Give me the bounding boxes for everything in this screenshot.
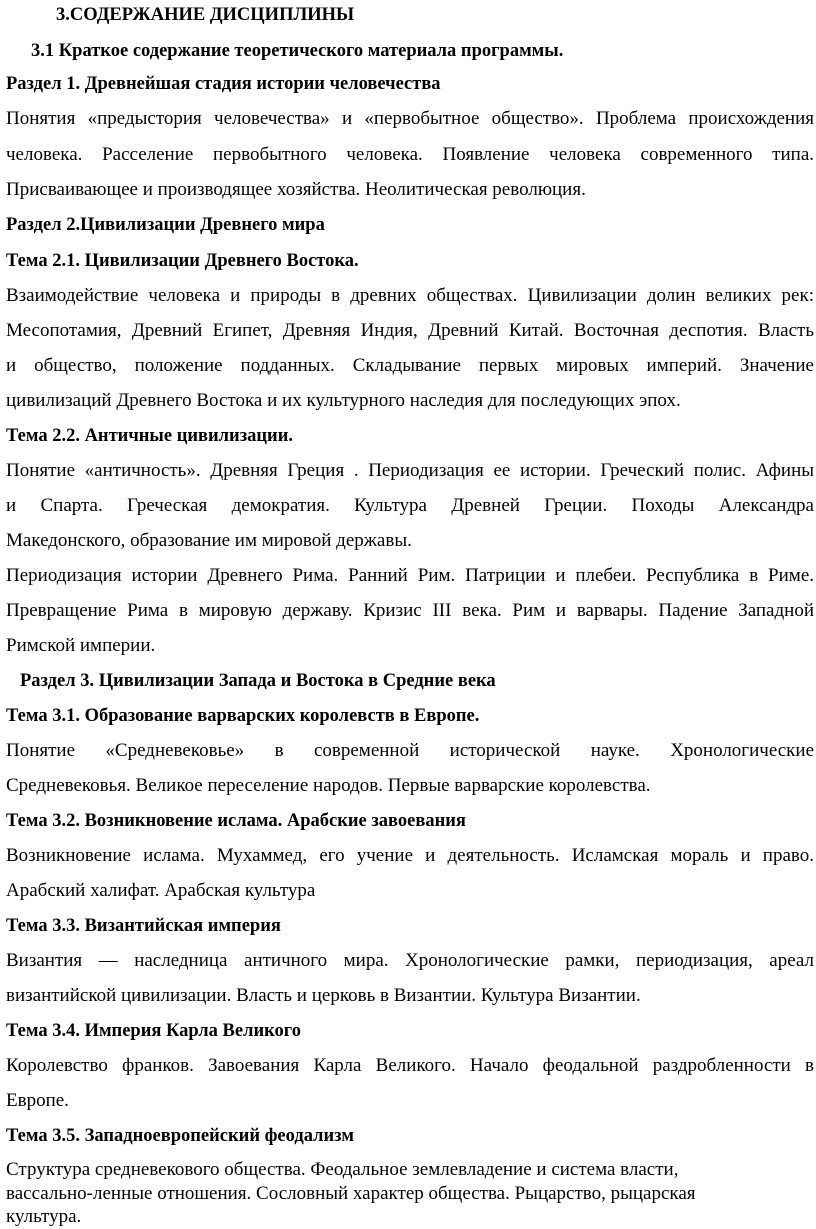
tema-3-1-line: Средневековья. Великое переселение народов. Первые варварские королевства. xyxy=(6,775,651,796)
tema-3-4-heading: Тема 3.4. Империя Карла Великого xyxy=(6,1021,301,1041)
tema-3-2-line: Возникновение ислама. Мухаммед, его учение и деятельность. Исламская мораль и право. xyxy=(6,845,814,866)
tema-2-2-line: Понятие «античность». Древняя Греция . Периодизация ее истории. Греческий полис. Афины xyxy=(6,460,814,481)
tema-3-4-line: Европе. xyxy=(6,1090,69,1111)
tema-3-2-line: Арабский халифат. Арабская культура xyxy=(6,880,316,901)
tema-2-2-line: Периодизация истории Древнего Рима. Ранний Рим. Патриции и плебеи. Республика в Риме. xyxy=(6,565,814,586)
tema-3-5-line: Структура средневекового общества. Феодальное землевладение и система власти, xyxy=(6,1159,679,1180)
tema-3-4-line: Королевство франков. Завоевания Карла Великого. Начало феодальной раздробленности в xyxy=(6,1055,814,1076)
tema-3-3-line: византийской цивилизации. Власть и церковь в Византии. Культура Византии. xyxy=(6,985,641,1006)
tema-3-5-line: культура. xyxy=(6,1206,82,1227)
tema-2-1-line: и общество, положение подданных. Складывание первых мировых империй. Значение xyxy=(6,355,814,376)
subsection-title: 3.1 Краткое содержание теоретического материала программы. xyxy=(31,41,564,61)
tema-3-3-heading: Тема 3.3. Византийская империя xyxy=(6,916,281,936)
tema-2-1-line: Месопотамия, Древний Египет, Древняя Индия, Древний Китай. Восточная деспотия. Власть xyxy=(6,320,814,341)
tema-3-5-line: вассально-ленные отношения. Сословный характер общества. Рыцарство, рыцарская xyxy=(6,1183,696,1204)
razdel-1-line: Понятия «предыстория человечества» и «первобытное общество». Проблема происхождения xyxy=(6,108,814,129)
section-title: 3.СОДЕРЖАНИЕ ДИСЦИПЛИНЫ xyxy=(56,5,355,25)
tema-3-1-heading: Тема 3.1. Образование варварских королевств в Европе. xyxy=(6,706,480,726)
tema-3-3-line: Византия — наследница античного мира. Хронологические рамки, периодизация, ареал xyxy=(6,950,814,971)
tema-3-5-heading: Тема 3.5. Западноевропейский феодализм xyxy=(6,1126,354,1146)
tema-2-2-heading: Тема 2.2. Античные цивилизации. xyxy=(6,426,294,446)
tema-2-2-line: и Спарта. Греческая демократия. Культура Древней Греции. Походы Александра xyxy=(6,495,814,516)
tema-3-2-heading: Тема 3.2. Возникновение ислама. Арабские завоевания xyxy=(6,811,466,831)
tema-2-2-line: Македонского, образование им мировой державы. xyxy=(6,530,412,551)
tema-2-2-line: Римской империи. xyxy=(6,635,156,656)
tema-2-1-line: Взаимодействие человека и природы в древних обществах. Цивилизации долин великих рек: xyxy=(6,285,814,306)
razdel-1-line: человека. Расселение первобытного человека. Появление человека современного типа. xyxy=(6,144,814,165)
razdel-2-heading: Раздел 2.Цивилизации Древнего мира xyxy=(6,215,325,235)
razdel-1-line: Присваивающее и производящее хозяйства. Неолитическая революция. xyxy=(6,179,586,200)
tema-2-1-line: цивилизаций Древнего Востока и их культурного наследия для последующих эпох. xyxy=(6,390,681,411)
tema-2-1-heading: Тема 2.1. Цивилизации Древнего Востока. xyxy=(6,251,359,271)
razdel-1-heading: Раздел 1. Древнейшая стадия истории человечества xyxy=(6,74,441,94)
tema-2-2-line: Превращение Рима в мировую державу. Кризис III века. Рим и варвары. Падение Западной xyxy=(6,600,814,621)
razdel-3-heading: Раздел 3. Цивилизации Запада и Востока в Средние века xyxy=(20,671,496,691)
tema-3-1-line: Понятие «Средневековье» в современной исторической науке. Хронологические xyxy=(6,740,814,761)
